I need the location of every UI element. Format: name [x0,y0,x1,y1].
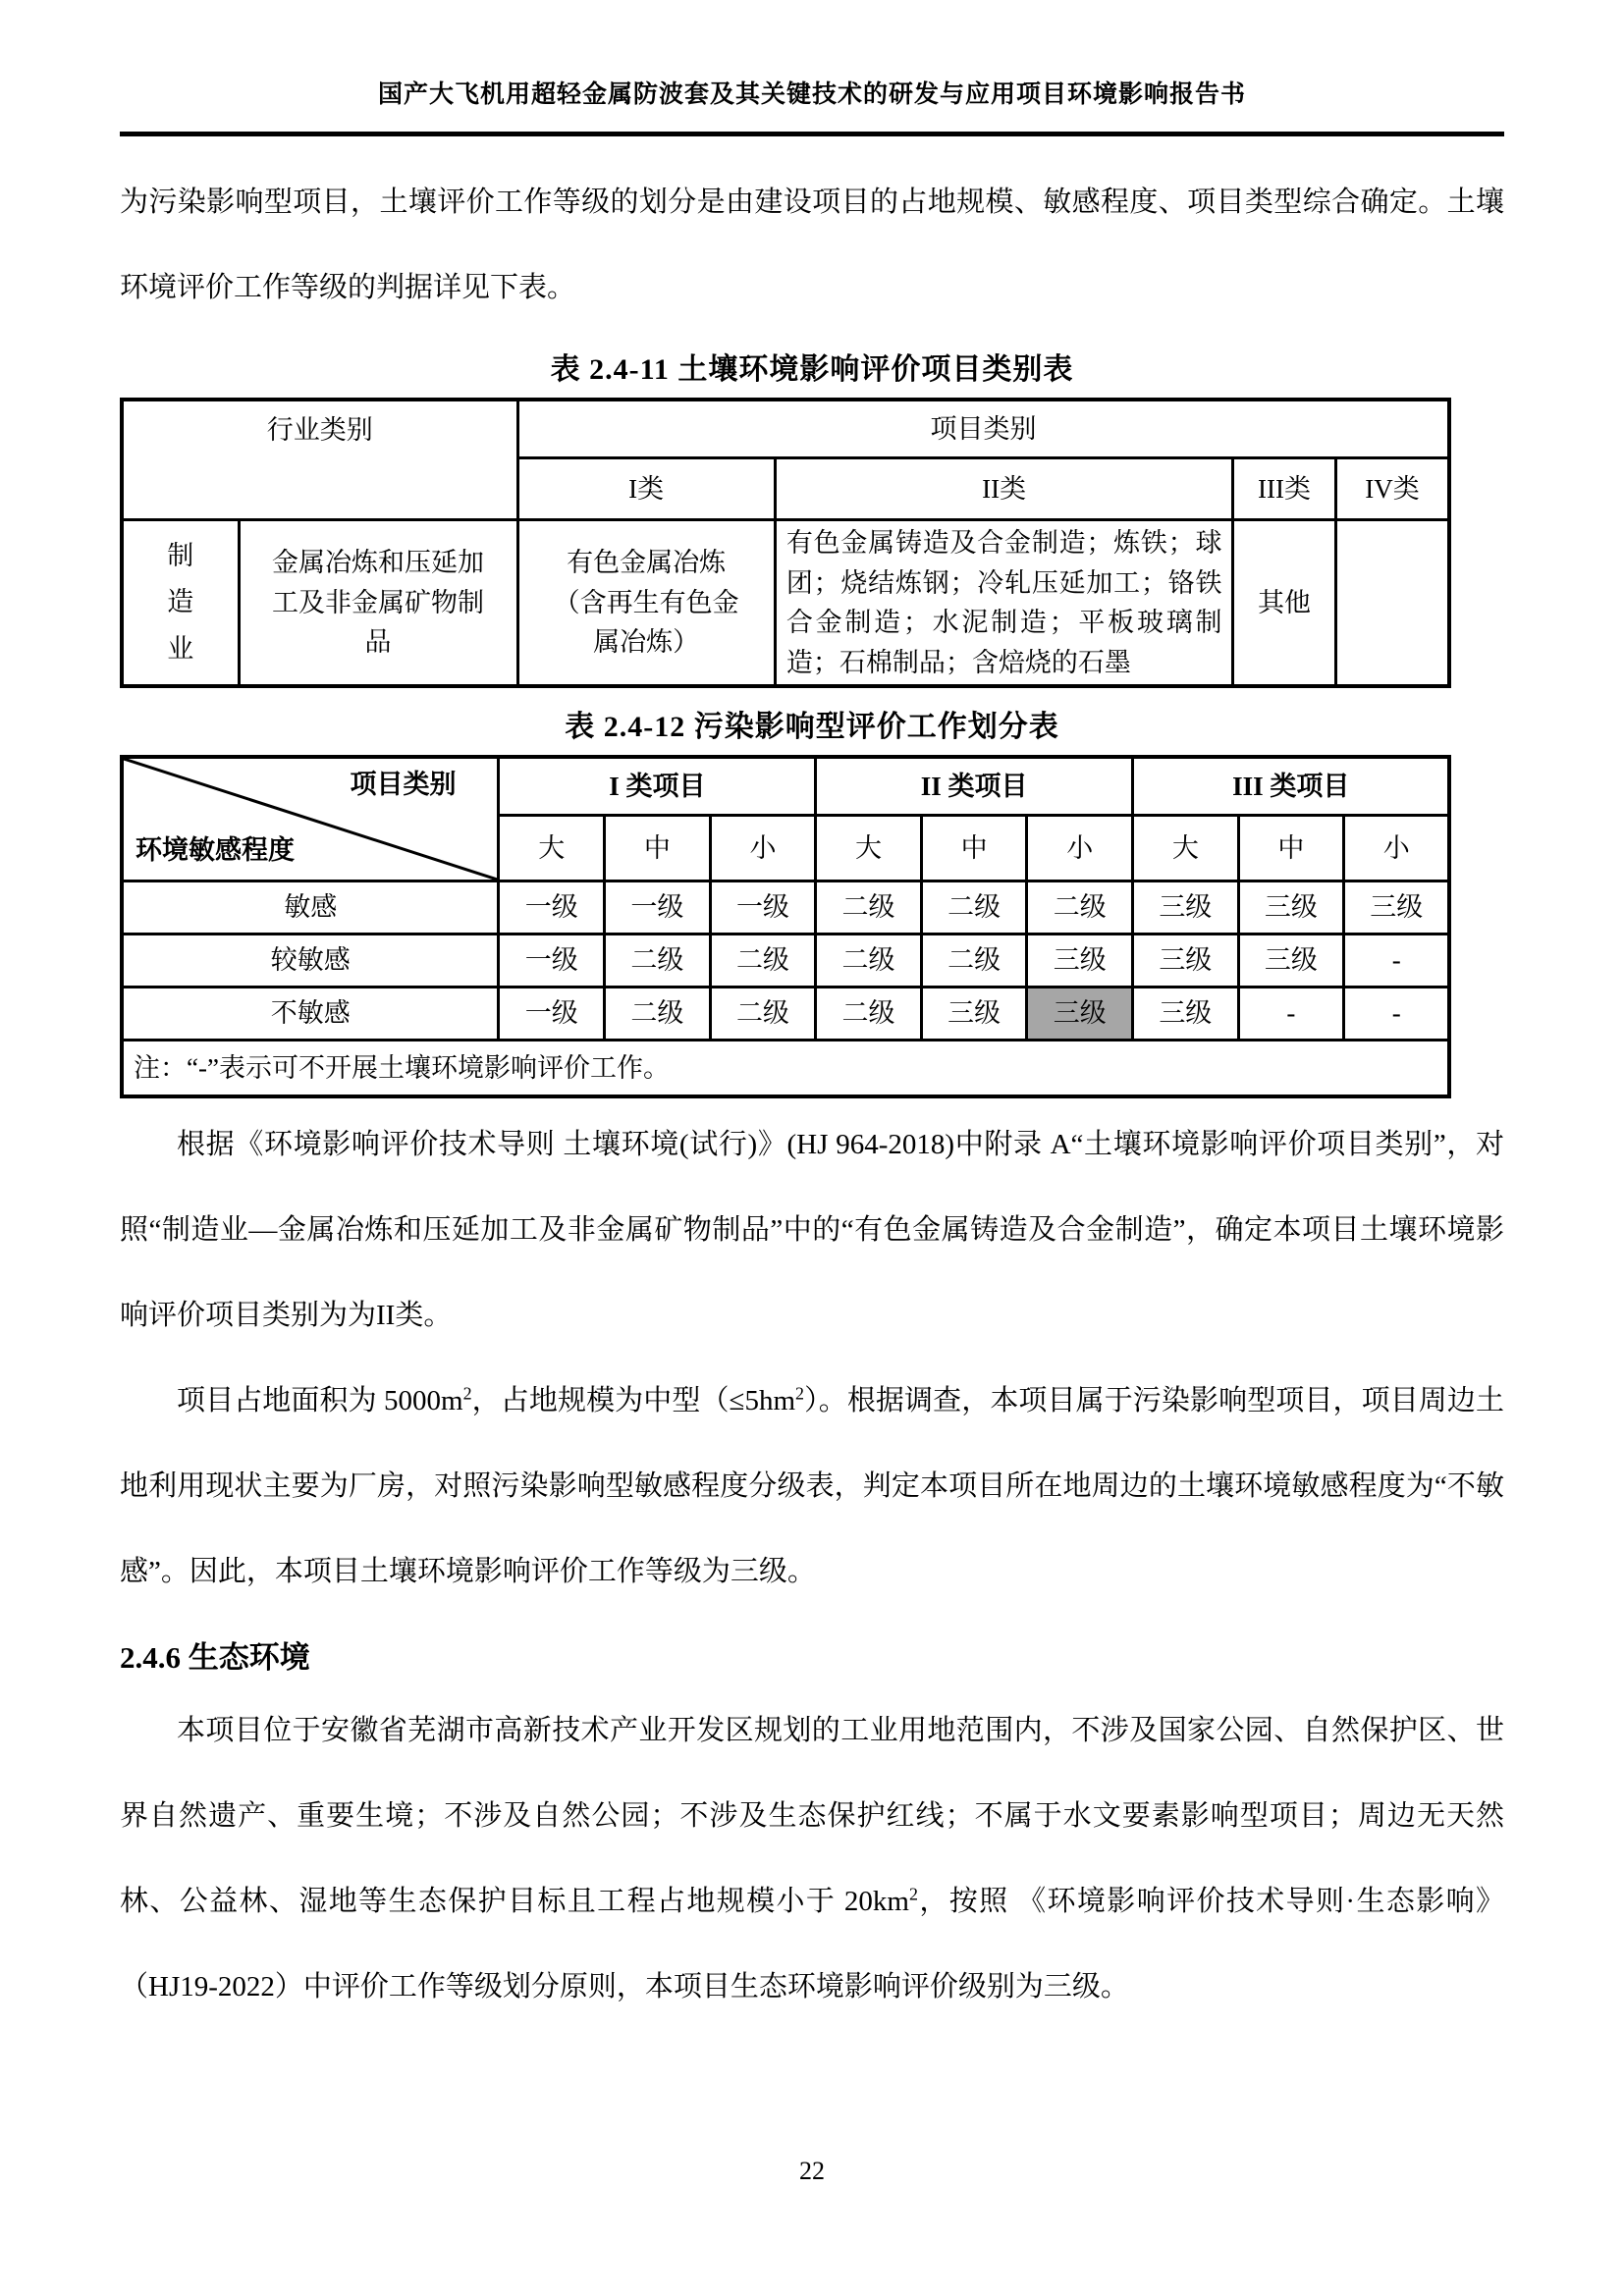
t2-grade-cell: 二级 [605,988,711,1041]
t1-header-class-3: III类 [1233,458,1335,520]
p4-superscript: 2 [908,1884,918,1904]
p4-text: ，按照 《环境影响评价技术导则·生态影响》（HJ19-2022）中评价工作等级划分原则，本项目生态环境影响评价级别为三级。 [120,1886,1504,2002]
section-heading-2-4-6: 2.4.6 生态环境 [120,1640,310,1675]
t2-grade-cell: 三级 [1133,988,1239,1041]
t2-grade-cell: 一级 [499,881,605,934]
t1-cell-class1: 有色金属冶炼（含再生有色金属冶炼） [517,520,775,687]
t2-grade-cell: 二级 [710,934,816,988]
t2-row-less-sensitive [122,934,1449,988]
t1-cell-sector [122,520,239,687]
t2-grade-cell: 一级 [499,988,605,1041]
table-soil-project-category [120,398,1451,688]
table2-title: 表 2.4-12 污染影响型评价工作划分表 [565,711,1059,743]
t2-size-header: 大 [1133,816,1239,881]
t1-header-row-1 [122,400,1449,458]
t2-grade-cell: 一级 [710,881,816,934]
t2-grade-cell: 三级 [921,988,1027,1041]
t2-grade-cell: 一级 [499,934,605,988]
t1-header-project-category: 项目类别 [517,400,1449,458]
t2-size-header: 中 [1238,816,1344,881]
t2-row-sensitive [122,881,1449,934]
p4-text: 本项目位于安徽省芜湖市高新技术产业开发区规划的工业用地范围内，不涉及国家公园、自然保护区、世界自然遗产、重要生境；不涉及自然公园；不涉及生态保护红线；不属于水文要素影响型项目；周边无天然林、公益林、湿地等生态保护目标且工程占地规模小于 20km [120,1715,1504,1917]
t2-grade-cell: 二级 [921,881,1027,934]
p3-text: ，占地规模为中型（≤5hm [471,1385,796,1416]
p3-superscript: 2 [795,1383,805,1404]
t2-grade-cell: 二级 [921,934,1027,988]
p3-text: 项目占地面积为 5000m [177,1385,463,1416]
paragraph-soil-criteria: 为污染影响型项目，土壤评价工作等级的划分是由建设项目的占地规模、敏感程度、项目类型综合确定。土壤环境评价工作等级的判据详见下表。 [120,187,1504,303]
table-pollution-grading [120,755,1451,1098]
t2-note-text: 注：“-”表示可不开展土壤环境影响评价工作。 [122,1041,1449,1097]
t2-group-class3: III 类项目 [1133,757,1450,816]
t1-header-class-4: IV类 [1335,458,1449,520]
t2-grade-cell: 三级 [1344,881,1450,934]
t2-grade-cell: 一级 [605,881,711,934]
t1-header-class-1: I类 [517,458,775,520]
t2-grade-cell: 二级 [1027,881,1133,934]
t2-grade-cell: 三级 [1133,881,1239,934]
t2-grade-cell: 二级 [816,988,922,1041]
t2-group-class2: II 类项目 [816,757,1133,816]
t2-size-header: 小 [710,816,816,881]
t2-grade-cell-highlighted: 三级 [1027,988,1133,1041]
t1-sector-vertical-text: 制造业 [167,541,194,664]
t2-header-row-1 [122,757,1449,816]
t2-size-header: 小 [1027,816,1133,881]
t1-body-row [122,520,1449,687]
t1-cell-class3: 其他 [1233,520,1335,687]
t2-grade-cell: - [1344,934,1450,988]
table1-title: 表 2.4-11 土壤环境影响评价项目类别表 [550,353,1074,386]
t2-row-label: 敏感 [122,881,499,934]
t2-grade-cell: 三级 [1027,934,1133,988]
page-number: 22 [799,2157,825,2185]
t2-grade-cell: - [1238,988,1344,1041]
paragraph-category-determination: 根据《环境影响评价技术导则 土壤环境(试行)》(HJ 964-2018)中附录 A“土壤环境影响评价项目类别”，对照“制造业—金属冶炼和压延加工及非金属矿物制品”中的“有色金属铸造及合金制造”，确定本项目土壤环境影响评价项目类别为为II类。 [120,1129,1504,1331]
page-content [0,160,1624,2030]
t2-row-label: 较敏感 [122,934,499,988]
t2-corner-cell [122,757,499,881]
t2-grade-cell: - [1344,988,1450,1041]
page-header [0,0,1624,136]
t2-grade-cell: 三级 [1133,934,1239,988]
t2-grade-cell: 二级 [710,988,816,1041]
t2-grade-cell: 二级 [816,881,922,934]
t2-grade-cell: 二级 [605,934,711,988]
t1-header-industry: 行业类别 [122,400,517,458]
paragraph-soil-grade [120,1359,1504,1615]
t1-header-row-2 [122,458,1449,520]
t2-size-header: 中 [921,816,1027,881]
t2-note-row [122,1041,1449,1097]
t2-size-header: 大 [816,816,922,881]
t2-size-header: 小 [1344,816,1450,881]
t2-corner-label-sensitivity: 环境敏感程度 [135,834,295,865]
p3-superscript: 2 [462,1383,472,1404]
t2-grade-cell: 二级 [816,934,922,988]
t1-header-class-2: II类 [775,458,1233,520]
t2-corner-label-project-category: 项目类别 [350,770,457,799]
t2-row-not-sensitive [122,988,1449,1041]
p3-text: ）。根据调查，本项目属于污染影响型项目，项目周边土地利用现状主要为厂房，对照污染影响型敏感程度分级表，判定本项目所在地周边的土壤环境敏感程度为“不敏感”。因此，本项目土壤环境影响评价工作等级为三级。 [120,1385,1504,1587]
t1-header-industry-cont [122,458,517,520]
t2-size-header: 中 [605,816,711,881]
t2-row-label: 不敏感 [122,988,499,1041]
t2-group-class1: I 类项目 [499,757,816,816]
t1-cell-class2: 有色金属铸造及合金制造；炼铁；球团；烧结炼钢；冷轧压延加工；铬铁合金制造；水泥制造；平板玻璃制造；石棉制品；含焙烧的石墨 [775,520,1233,687]
t1-cell-industry: 金属冶炼和压延加工及非金属矿物制品 [239,520,517,687]
t2-grade-cell: 三级 [1238,881,1344,934]
header-title: 国产大飞机用超轻金属防波套及其关键技术的研发与应用项目环境影响报告书 [120,75,1504,136]
t1-cell-class4 [1335,520,1449,687]
t2-size-header: 大 [499,816,605,881]
t2-grade-cell: 三级 [1238,934,1344,988]
paragraph-ecology [120,1688,1504,2030]
